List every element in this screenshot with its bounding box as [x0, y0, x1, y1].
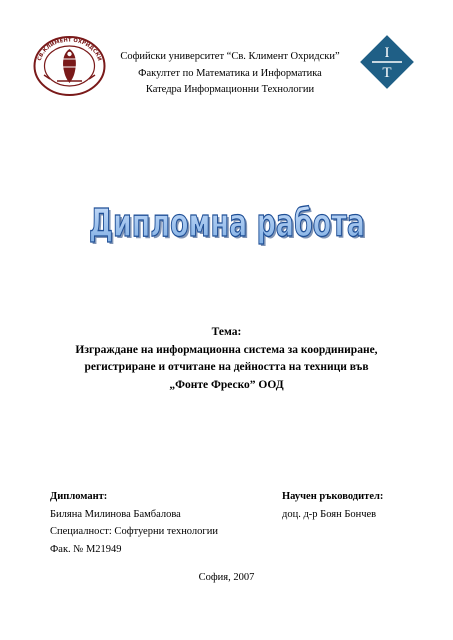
- it-logo-letter-t: T: [382, 65, 392, 81]
- student-info: [50, 488, 218, 558]
- sofia-university-logo-icon: [32, 35, 107, 97]
- student-name: Биляна Милинова Бамбалова: [50, 508, 181, 520]
- svg-text:СВ.КЛИМЕНТ ОХРИДСКИ: СВ.КЛИМЕНТ ОХРИДСКИ: [36, 37, 103, 62]
- svg-text:Дипломна работа: Дипломна работа: [90, 203, 367, 247]
- student-label: Дипломант:: [50, 491, 108, 502]
- topic-label: Тема:: [211, 326, 242, 338]
- it-logo-letter-i: I: [384, 45, 390, 61]
- supervisor-name: доц. д-р Боян Бончев: [282, 508, 377, 520]
- it-department-logo-icon: [360, 35, 414, 89]
- document-title: [0, 195, 453, 251]
- faculty-name: Факултет по Математика и Информатика: [138, 67, 322, 79]
- supervisor-label: Научен ръководител:: [282, 491, 384, 502]
- topic-line-1: Изграждане на информационна система за координиране,: [75, 343, 378, 356]
- city-year: София, 2007: [198, 572, 255, 583]
- thesis-topic: [30, 324, 423, 394]
- university-name: Софийски университет “Св. Климент Охридски”: [120, 51, 340, 62]
- student-faculty-number: Фак. № М21949: [50, 543, 122, 555]
- document-title-text: Дипломна работа: [88, 201, 365, 245]
- topic-line-2: регистриране и отчитане на дейността на техници във: [84, 361, 369, 373]
- department-name: Катедра Информационни Технологии: [145, 84, 315, 95]
- supervisor-info: [282, 488, 383, 523]
- student-specialty: Специалност: Софтуерни технологии: [50, 526, 218, 537]
- topic-line-3: „Фонте Фреско” ООД: [169, 378, 284, 391]
- header-text: [110, 49, 350, 99]
